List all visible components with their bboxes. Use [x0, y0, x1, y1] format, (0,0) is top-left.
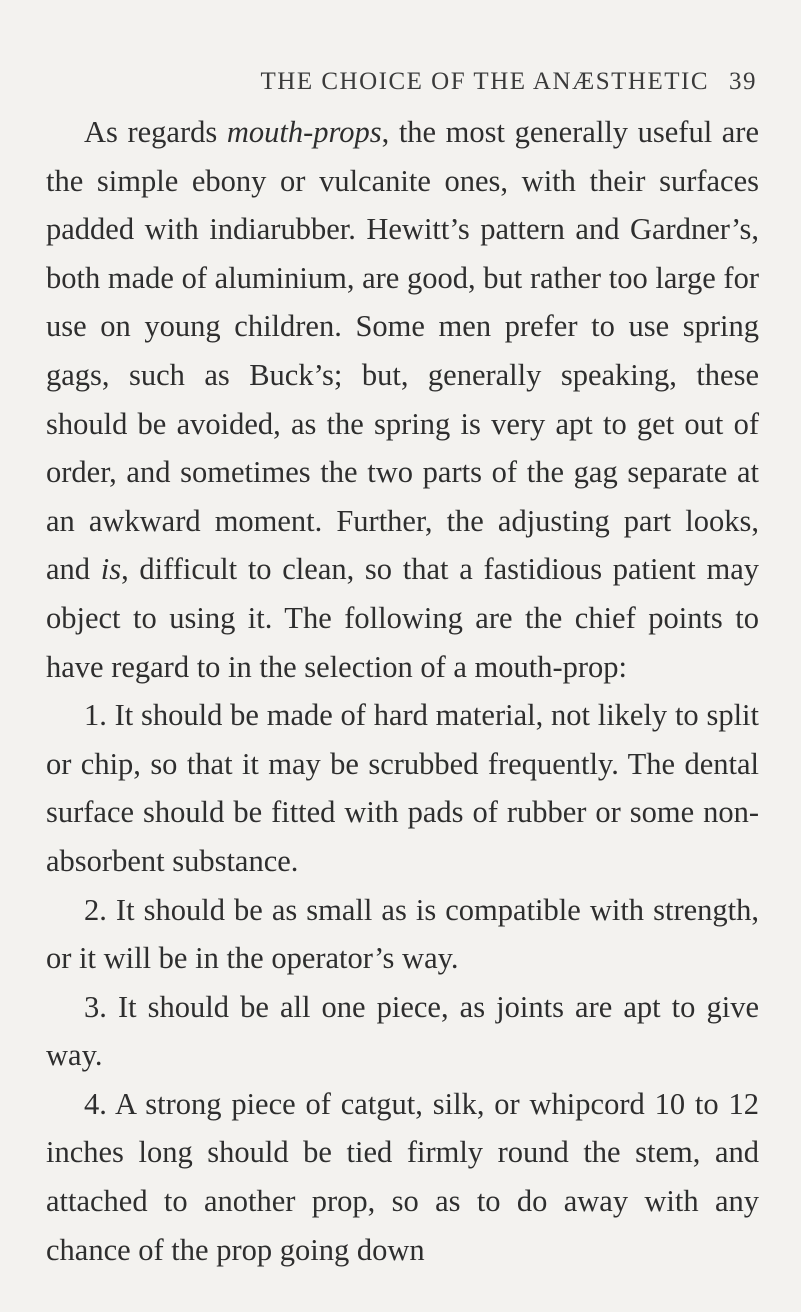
text-segment: , the most generally useful are the simple ebony or vulcanite ones, with their surfaces padded with indiarubber. Hewitt’s pattern and Gardner’s, both made of aluminium, are good, but rather too large for use on young children. Some men prefer to use spring gags, such as Buck’s; but, generally speaking, these should be avoided, as the spring is very apt to get out of order, and sometimes the two parts of the gag separate at an awkward moment. Further, the adjusting part looks, and [46, 115, 759, 587]
page-number: 39 [729, 68, 757, 95]
paragraph-mouth-props [46, 108, 759, 691]
text-segment: 1. It should be made of hard material, not likely to split or chip, so that it may be scrubbed frequently. The dental surface should be fitted with pads of rubber or some non-absorbent substance. [46, 698, 759, 878]
text-segment-italic: is [100, 552, 122, 587]
paragraph-point-4 [46, 1080, 759, 1274]
running-head [46, 68, 759, 96]
text-segment: 3. It should be all one piece, as joints are apt to give way. [46, 989, 759, 1073]
paragraph-point-1 [46, 691, 759, 885]
paragraph-point-3 [46, 983, 759, 1080]
text-segment: , difficult to clean, so that a fastidious patient may object to using it. The following are the chief points to have regard to in the selection of a mouth-prop: [46, 552, 759, 684]
text-segment: 4. A strong piece of catgut, silk, or whipcord 10 to 12 inches long should be tied firmly round the stem, and attached to another prop, so as to do away with any chance of the prop going down [46, 1086, 759, 1267]
text-segment-italic: mouth-props [226, 115, 382, 149]
text-segment: 2. It should be as small as is compatible with strength, or it will be in the operator’s way. [46, 892, 759, 976]
running-title: THE CHOICE OF THE ANÆSTHETIC [260, 68, 709, 95]
text-segment: As regards [84, 115, 227, 149]
body-text [46, 108, 759, 1274]
paragraph-point-2 [46, 886, 759, 983]
